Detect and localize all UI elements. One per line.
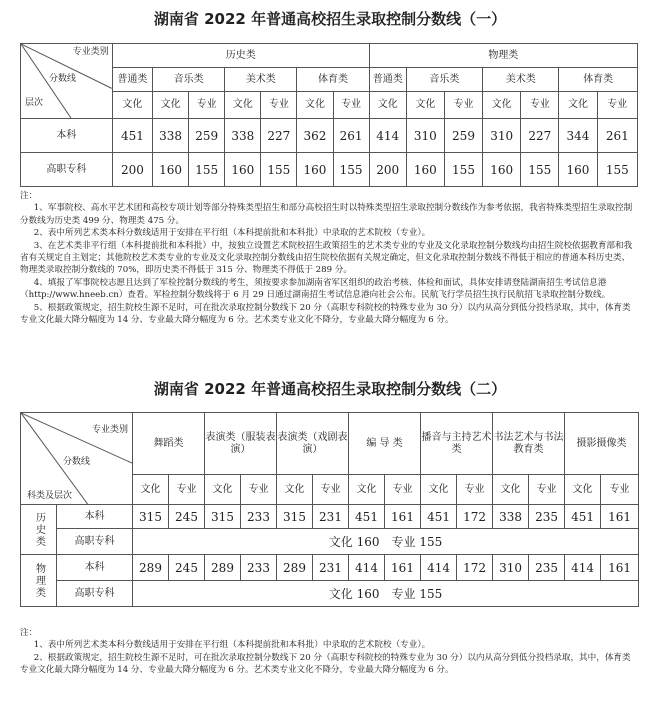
- score-cell: 155: [333, 153, 369, 187]
- note-item: 5、根据政策规定，招生院校生源不足时，可在批次录取控制分数线下 20 分（高职专科院校的特殊专业为 30 分）以内从高分到低分投档录取，其中，体育类专业文化最大降分幅度为 14 分、专业最大降分幅度为 6 分。艺术类专业文化不降分，专业最大降分幅度为 6 分。: [20, 302, 631, 326]
- score-cell: 451: [349, 505, 385, 529]
- score-cell: 200: [112, 153, 152, 187]
- score-cell: 315: [277, 505, 313, 529]
- corner-score-label: 分数线: [63, 457, 91, 467]
- score-cell: 289: [133, 555, 169, 581]
- subheader-cell: 专业: [521, 92, 559, 119]
- score-cell: 227: [261, 119, 297, 153]
- category-header: 编 导 类: [349, 413, 421, 475]
- note-item: 2、根据政策规定，招生院校生源不足时，可在批次录取控制分数线下 20 分（高职专科院校的特殊专业为 30 分）以内从高分到低分投档录取，其中，体育类专业文化最大降分幅度为 14 分、专业最大降分幅度为 6 分。艺术类专业文化不降分，专业最大降分幅度为 6 分。: [20, 652, 631, 676]
- note-item: 1、表中所列艺术类本科分数线适用于安排在平行组（本科提前批和本科批）中录取的艺术院校（专业）。: [33, 640, 431, 651]
- row-label: 本科: [57, 505, 133, 529]
- corner-score-label: 分数线: [49, 74, 77, 84]
- note-item: 3、在艺术类非平行组（本科提前批和本科批）中，按独立设置艺术院校招生政策招生的艺术类专业的专业及文化录取控制分数线均由招生院校依据教育部和我省有关规定自主划定；其他院校艺术类专业的专业及文化录取控制分数线由招生院校依据有关规定确定，但文化录取控制分数线不得低于相应的普通本科历史类、物理类录取控制分数线的 70%，即历史类不得低于 315 分、物理类不得低于 289 分。: [20, 240, 633, 276]
- score-cell: 259: [189, 119, 225, 153]
- score-cell: 315: [133, 505, 169, 529]
- score-cell: 235: [529, 505, 565, 529]
- category-header: 体育类: [559, 68, 638, 92]
- score-cell: 155: [597, 153, 637, 187]
- subheader-cell: 文化: [133, 475, 169, 505]
- subheader-cell: 文化: [369, 92, 406, 119]
- score-cell: 315: [205, 505, 241, 529]
- row-label: 高职专科: [21, 153, 113, 187]
- score-cell: 310: [483, 119, 521, 153]
- score-cell: 161: [601, 555, 639, 581]
- merged-score-cell: 文化 160 专业 155: [133, 529, 639, 555]
- corner-major-label: 专业类别: [91, 425, 128, 435]
- score-cell: 231: [313, 555, 349, 581]
- score-cell: 172: [457, 505, 493, 529]
- subheader-cell: 文化: [277, 475, 313, 505]
- score-cell: 362: [297, 119, 333, 153]
- category-header: 普通类: [369, 68, 406, 92]
- category-header: 表演类（戏剧表演）: [277, 413, 349, 475]
- score-cell: 160: [225, 153, 261, 187]
- notes-title: 注：: [20, 191, 38, 201]
- table1-title: 湖南省 2022 年普通高校招生录取控制分数线（一）: [153, 10, 507, 28]
- score-cell: 231: [313, 505, 349, 529]
- score-cell: 414: [421, 555, 457, 581]
- table2-corner: [21, 413, 133, 505]
- score-cell: 338: [493, 505, 529, 529]
- section-label: 物理类: [21, 555, 57, 607]
- score-cell: 338: [225, 119, 261, 153]
- score-cell: 227: [521, 119, 559, 153]
- score-cell: 259: [444, 119, 482, 153]
- score-cell: 451: [421, 505, 457, 529]
- subheader-cell: 专业: [444, 92, 482, 119]
- score-cell: 310: [493, 555, 529, 581]
- note-item: 2、表中所列艺术类本科分数线适用于安排在平行组（本科提前批和本科批）中录取的艺术院校（专业）。: [33, 228, 431, 239]
- table1-notes: [20, 190, 638, 326]
- category-header: 舞蹈类: [133, 413, 205, 475]
- subheader-cell: 专业: [385, 475, 421, 505]
- category-header: 美术类: [483, 68, 559, 92]
- subheader-cell: 文化: [153, 92, 189, 119]
- subheader-cell: 文化: [406, 92, 444, 119]
- category-header: 播音与主持艺术类: [421, 413, 493, 475]
- corner-level-label: 层次: [25, 98, 44, 108]
- row-label: 高职专科: [57, 581, 133, 607]
- score-cell: 161: [385, 555, 421, 581]
- category-header: 普通类: [112, 68, 152, 92]
- subheader-cell: 文化: [565, 475, 601, 505]
- subheader-cell: 文化: [493, 475, 529, 505]
- subheader-cell: 专业: [169, 475, 205, 505]
- score-cell: 235: [529, 555, 565, 581]
- merged-score-cell: 文化 160 专业 155: [133, 581, 639, 607]
- score-cell: 338: [153, 119, 189, 153]
- score-cell: 160: [483, 153, 521, 187]
- score-cell: 160: [559, 153, 597, 187]
- score-table-2: [20, 412, 639, 607]
- score-cell: 414: [349, 555, 385, 581]
- group-header: 历史类: [112, 44, 369, 68]
- note-item: 4、填报了军事院校志愿且达到了军检控制分数线的考生，须按要求参加湖南省军区组织的政治考核、体检和面试，具体安排请登陆湖南招生考试信息港（http://www.hneeb.cn）查看。军检控制分数线将于 6 月 29 日通过湖南招生考试信息港向社会公布。民航飞行学员招生执行民航招飞录取控制分数线。: [20, 277, 611, 301]
- score-cell: 261: [597, 119, 637, 153]
- category-header: 体育类: [297, 68, 369, 92]
- score-table-1: [20, 43, 638, 187]
- category-header: 音乐类: [406, 68, 482, 92]
- score-cell: 414: [369, 119, 406, 153]
- score-cell: 160: [153, 153, 189, 187]
- subheader-cell: 文化: [297, 92, 333, 119]
- row-label: 本科: [21, 119, 113, 153]
- subheader-cell: 文化: [205, 475, 241, 505]
- score-cell: 172: [457, 555, 493, 581]
- score-cell: 160: [297, 153, 333, 187]
- category-header: 摄影摄像类: [565, 413, 639, 475]
- score-cell: 414: [565, 555, 601, 581]
- score-cell: 160: [406, 153, 444, 187]
- subheader-cell: 文化: [349, 475, 385, 505]
- section-label: 历史类: [21, 505, 57, 555]
- subheader-cell: 文化: [421, 475, 457, 505]
- subheader-cell: 专业: [457, 475, 493, 505]
- subheader-cell: 专业: [189, 92, 225, 119]
- score-cell: 289: [205, 555, 241, 581]
- score-cell: 451: [565, 505, 601, 529]
- row-label: 本科: [57, 555, 133, 581]
- table2-notes: [20, 627, 638, 677]
- score-cell: 155: [521, 153, 559, 187]
- score-cell: 161: [385, 505, 421, 529]
- subheader-cell: 文化: [483, 92, 521, 119]
- score-cell: 344: [559, 119, 597, 153]
- table2-title: 湖南省 2022 年普通高校招生录取控制分数线（二）: [153, 380, 507, 398]
- subheader-cell: 专业: [597, 92, 637, 119]
- category-header: 表演类（服装表演）: [205, 413, 277, 475]
- row-label: 高职专科: [57, 529, 133, 555]
- score-cell: 245: [169, 555, 205, 581]
- subheader-cell: 文化: [225, 92, 261, 119]
- subheader-cell: 文化: [559, 92, 597, 119]
- subheader-cell: 专业: [313, 475, 349, 505]
- subheader-cell: 专业: [241, 475, 277, 505]
- score-cell: 155: [189, 153, 225, 187]
- category-header: 音乐类: [153, 68, 225, 92]
- score-cell: 200: [369, 153, 406, 187]
- subheader-cell: 专业: [601, 475, 639, 505]
- notes-title: 注：: [20, 628, 38, 638]
- score-cell: 155: [444, 153, 482, 187]
- score-cell: 233: [241, 505, 277, 529]
- corner-level-label: 科类及层次: [27, 491, 73, 501]
- table1-corner: [21, 44, 113, 119]
- score-cell: 161: [601, 505, 639, 529]
- subheader-cell: 文化: [112, 92, 152, 119]
- score-cell: 245: [169, 505, 205, 529]
- subheader-cell: 专业: [333, 92, 369, 119]
- score-cell: 155: [261, 153, 297, 187]
- subheader-cell: 专业: [261, 92, 297, 119]
- score-cell: 289: [277, 555, 313, 581]
- subheader-cell: 专业: [529, 475, 565, 505]
- corner-major-label: 专业类别: [72, 47, 109, 57]
- score-cell: 310: [406, 119, 444, 153]
- score-cell: 261: [333, 119, 369, 153]
- score-cell: 451: [112, 119, 152, 153]
- note-item: 1、军事院校、高水平艺术团和高校专项计划等部分特殊类型招生和部分高校招生时以特殊类型招生录取控制分数线作为参考依据，我省特殊类型招生录取控制分数线为历史类 499 分、物理类 475 分。: [20, 203, 633, 226]
- category-header: 美术类: [225, 68, 297, 92]
- group-header: 物理类: [369, 44, 637, 68]
- score-cell: 233: [241, 555, 277, 581]
- category-header: 书法艺术与书法教育类: [493, 413, 565, 475]
